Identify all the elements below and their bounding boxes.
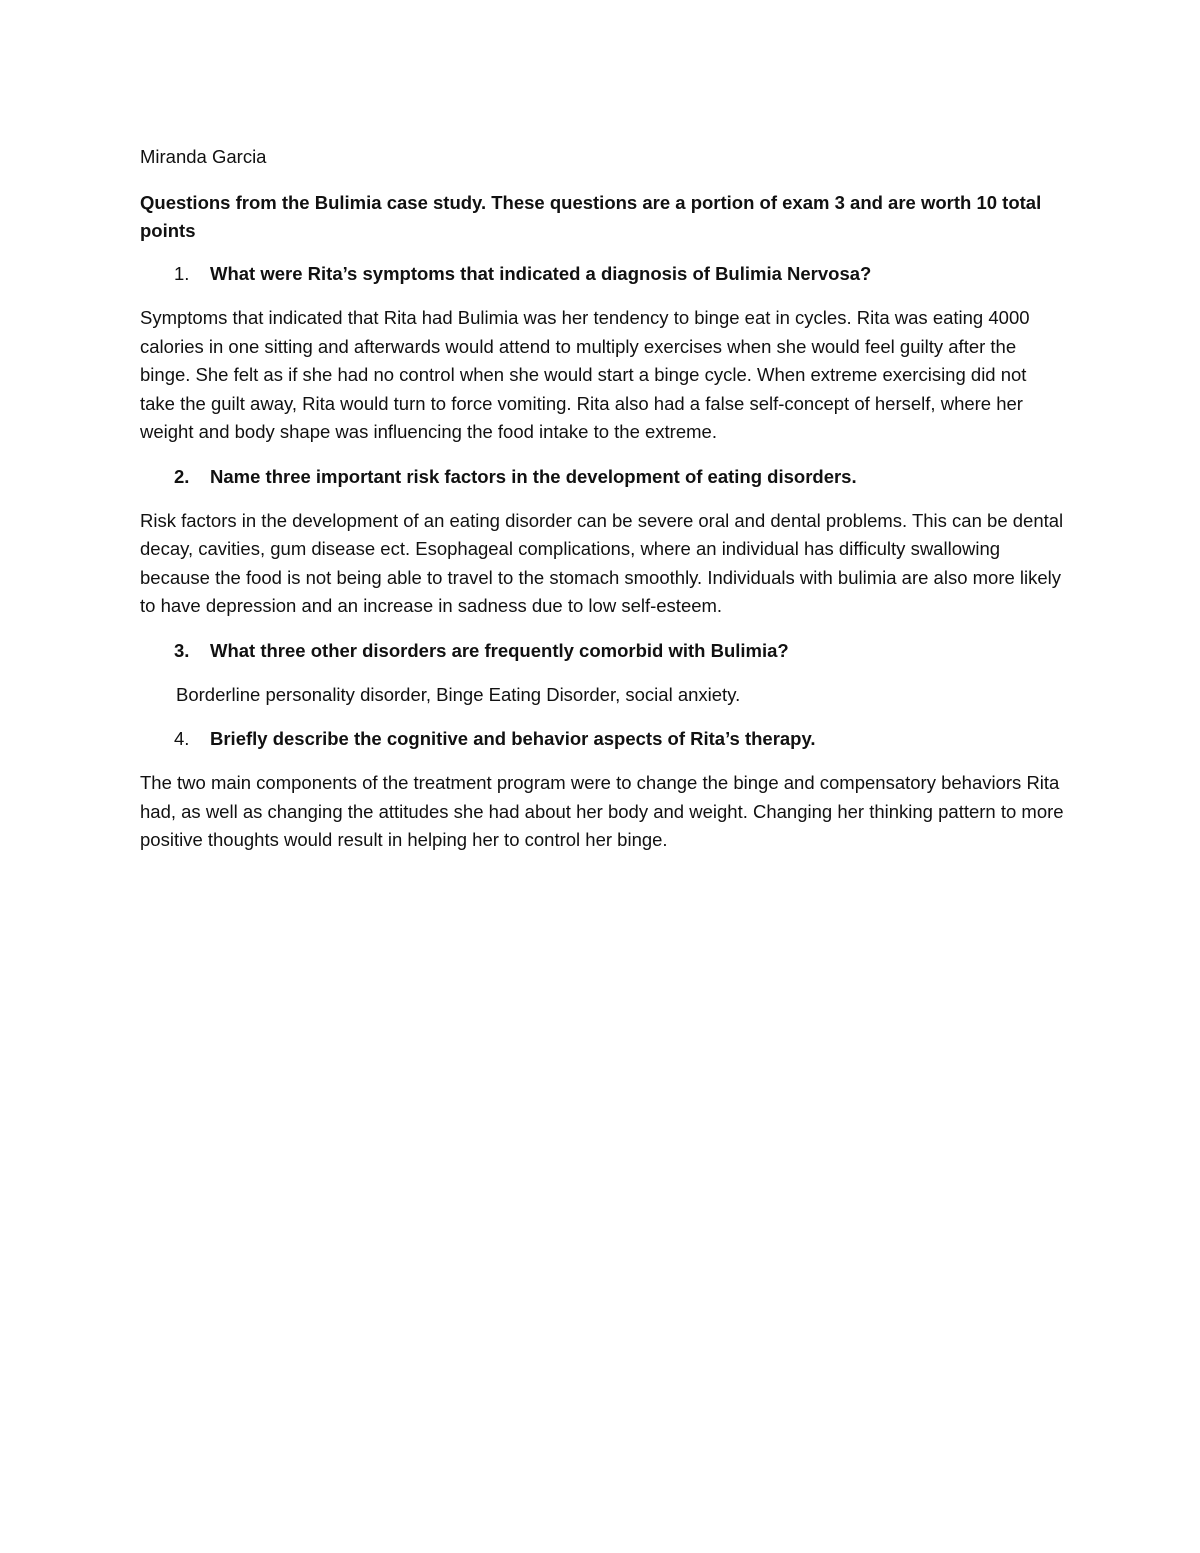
question-text: What were Rita’s symptoms that indicated a diagnosis of Bulimia Nervosa?: [210, 263, 872, 284]
question-number: 4.: [174, 728, 190, 749]
question-text: Name three important risk factors in the development of eating disorders.: [210, 465, 857, 487]
question-1: [140, 260, 1065, 288]
answer-4: The two main components of the treatment program were to change the binge and compensatory behaviors Rita had, as well as changing the attitudes she had about her body and weight. Changing her thinking pattern to more positive thoughts would result in helping her to control her binge.: [140, 772, 1064, 850]
question-text: What three other disorders are frequently comorbid with Bulimia?: [210, 639, 789, 661]
question-text: Briefly describe the cognitive and behavior aspects of Rita’s therapy.: [210, 728, 816, 749]
question-3: [140, 637, 1065, 665]
question-number: 3.: [174, 639, 190, 661]
question-4: [140, 725, 1065, 753]
answer-3: Borderline personality disorder, Binge Eating Disorder, social anxiety.: [176, 683, 741, 705]
question-number: 1.: [174, 263, 190, 284]
answer-2: Risk factors in the development of an eating disorder can be severe oral and dental problems. This can be dental decay, cavities, gum disease ect. Esophageal complications, where an individual has difficulty swallowing because the food is not being able to travel to the stomach smoothly. Individuals with bulimia are also more likely to have depression and an increase in sadness due to low self-esteem.: [140, 509, 1064, 616]
author-name: Miranda Garcia: [140, 146, 267, 167]
question-number: 2.: [174, 465, 190, 487]
answer-1: Symptoms that indicated that Rita had Bulimia was her tendency to binge eat in cycles. Rita was eating 4000 calories in one sitting and afterwards would attend to multiply exercises when she would feel guilty after the binge. She felt as if she had no control when she would start a binge cycle. When extreme exercising did not take the guilt away, Rita would turn to force vomiting. Rita also had a false self-concept of herself, where her weight and body shape was influencing the food intake to the extreme.: [140, 307, 1030, 442]
intro-heading: Questions from the Bulimia case study. These questions are a portion of exam 3 and are worth 10 total points: [140, 192, 1042, 241]
document-body: [140, 143, 1065, 871]
question-2: [140, 463, 1065, 491]
